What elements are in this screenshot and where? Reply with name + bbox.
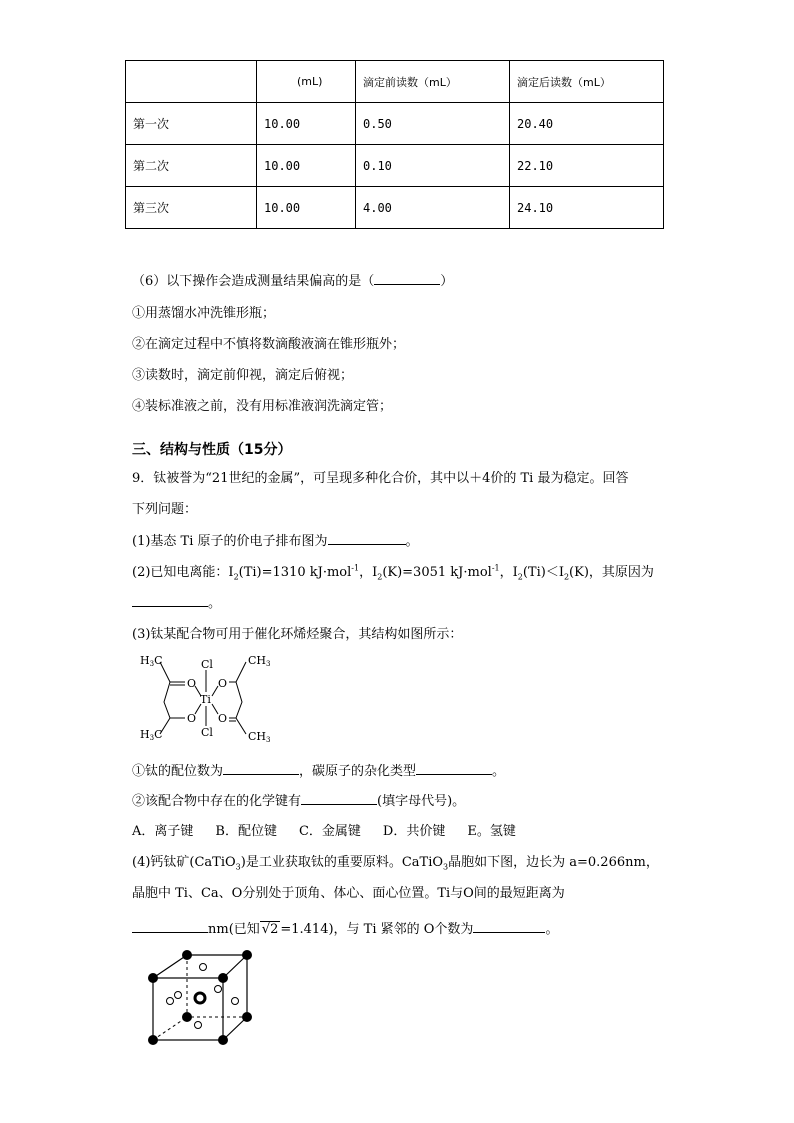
q6-option-4: ④装标准液之前，没有用标准液润洗滴定管； [132, 399, 393, 414]
subscript: 3 [235, 862, 241, 872]
table-cell: 10.00 [257, 103, 356, 145]
oxygen-label: O [218, 677, 228, 690]
text-run: 晶胞如下图，边长为 a=0.266nm， [448, 855, 659, 870]
text-run: (填字母代号)。 [377, 794, 466, 809]
text-run: (Ti)=1310 kJ·mol [238, 565, 352, 580]
superscript: -1 [351, 563, 360, 573]
text-run: (K)，其原因为 [569, 565, 654, 580]
section-heading: 三、结构与性质（15分） [132, 442, 292, 458]
text-run: ，碳原子的杂化类型 [299, 764, 417, 779]
text-run: ②该配合物中存在的化学键有 [132, 794, 302, 809]
q9-part4-line3 [132, 918, 558, 937]
q9-part3: (3)钛某配合物可用于催化环烯烃聚合，其结构如图所示： [132, 627, 463, 642]
text-run: =1.414)，与 Ti 紧邻的 O个数为 [280, 922, 474, 937]
text-run: )是工业获取钛的重要原料。CaTiO [240, 855, 444, 870]
titration-table [125, 60, 664, 229]
methyl-label-bottom-left: H3C [140, 728, 163, 742]
table-cell: 0.50 [356, 103, 510, 145]
methyl-label-top-right: CH3 [248, 654, 271, 668]
text-run: 2 [270, 922, 279, 937]
table-cell: 24.10 [510, 187, 664, 229]
text-run: ，I [359, 565, 378, 580]
subscript: 3 [443, 862, 449, 872]
q9-part3a [132, 760, 505, 779]
answer-blank[interactable] [473, 920, 545, 933]
q9-intro-line2: 下列问题： [132, 502, 198, 517]
option-c: C．金属键 [298, 824, 361, 839]
chloro-label-bottom: Cl [201, 726, 213, 739]
table-cell: 10.00 [257, 187, 356, 229]
oxygen-label: O [218, 712, 228, 725]
option-d: D．共价键 [382, 824, 446, 839]
methyl-label-bottom-right: CH3 [248, 730, 271, 744]
q9-intro-line1: 9．钛被誉为“21世纪的金属”，可呈现多种化合价，其中以＋4价的 Ti 最为稳定。回答 [132, 471, 629, 486]
answer-blank[interactable] [301, 792, 377, 805]
coordination-complex-structure [138, 650, 278, 746]
table-cell: 20.40 [510, 103, 664, 145]
option-b: B．配位键 [215, 824, 277, 839]
text-run: 。 [492, 764, 506, 779]
oxygen-label: O [187, 712, 197, 725]
subscript: 2 [563, 572, 570, 582]
table-cell: 第一次 [126, 103, 257, 145]
answer-blank[interactable] [328, 532, 406, 545]
option-a: A．离子键 [132, 824, 194, 839]
table-header-cell [126, 61, 257, 103]
q6-stem [132, 270, 453, 289]
q6-stem-text: （6）以下操作会造成测量结果偏高的是（ [132, 274, 375, 289]
text-run: (4)钙钛矿(CaTiO [132, 855, 236, 870]
q9-options [132, 820, 516, 839]
answer-blank[interactable] [223, 762, 299, 775]
answer-blank[interactable] [416, 762, 492, 775]
table-cell: 10.00 [257, 145, 356, 187]
subscript: 2 [377, 572, 383, 582]
text-run: (Ti)＜I [522, 565, 564, 580]
table-row [126, 187, 664, 229]
q9-part3b [132, 790, 465, 809]
q6-option-3: ③读数时，滴定前仰视，滴定后俯视； [132, 368, 354, 383]
q9-part4-line2: 晶胞中 Ti、Ca、O分别处于顶角、体心、面心位置。Ti与O间的最短距离为 [132, 886, 565, 901]
q9-part1-text: (1)基态 Ti 原子的价电子排布图为 [132, 534, 328, 549]
table-header-cell: (mL) [257, 61, 356, 103]
q9-part1-end: 。 [405, 534, 419, 549]
text-run: 。 [545, 922, 559, 937]
text-run: nm(已知 [208, 922, 260, 937]
answer-blank[interactable] [374, 272, 440, 285]
table-row [126, 145, 664, 187]
table-row [126, 103, 664, 145]
table-cell: 22.10 [510, 145, 664, 187]
text-run: ，I [499, 565, 518, 580]
text-run: (K)=3051 kJ·mol [382, 565, 492, 580]
table-cell: 第二次 [126, 145, 257, 187]
text-run: 。 [208, 596, 222, 611]
answer-blank[interactable] [132, 594, 208, 607]
chloro-label-top: Cl [201, 658, 213, 671]
text-run: (2)已知电离能：I [132, 565, 234, 580]
subscript: 2 [517, 572, 523, 582]
q9-part1 [132, 530, 419, 549]
q9-part4-line1 [132, 851, 659, 872]
perovskite-unit-cell [140, 945, 260, 1050]
option-e: E。氢键 [467, 824, 516, 839]
table-header-cell: 滴定后读数（mL） [510, 61, 664, 103]
text-run: ①钛的配位数为 [132, 764, 224, 779]
oxygen-label: O [187, 677, 197, 690]
methyl-label-top-left: H3C [140, 654, 163, 668]
titanium-label: Ti [200, 693, 211, 706]
q6-option-2: ②在滴定过程中不慎将数滴酸液滴在锥形瓶外； [132, 337, 406, 352]
table-cell: 4.00 [356, 187, 510, 229]
ca-body-center-atom [195, 993, 205, 1003]
table-cell: 第三次 [126, 187, 257, 229]
q6-option-1: ①用蒸馏水冲洗锥形瓶； [132, 306, 276, 321]
q6-stem-close: ） [440, 274, 454, 289]
q9-part2 [132, 561, 654, 582]
table-cell: 0.10 [356, 145, 510, 187]
table-header-cell: 滴定前读数（mL） [356, 61, 510, 103]
q9-part2-answer [132, 592, 221, 611]
table-header-row [126, 61, 664, 103]
superscript: -1 [491, 563, 500, 573]
subscript: 2 [233, 572, 239, 582]
answer-blank[interactable] [132, 920, 208, 933]
sqrt-symbol: √2 [261, 922, 279, 937]
